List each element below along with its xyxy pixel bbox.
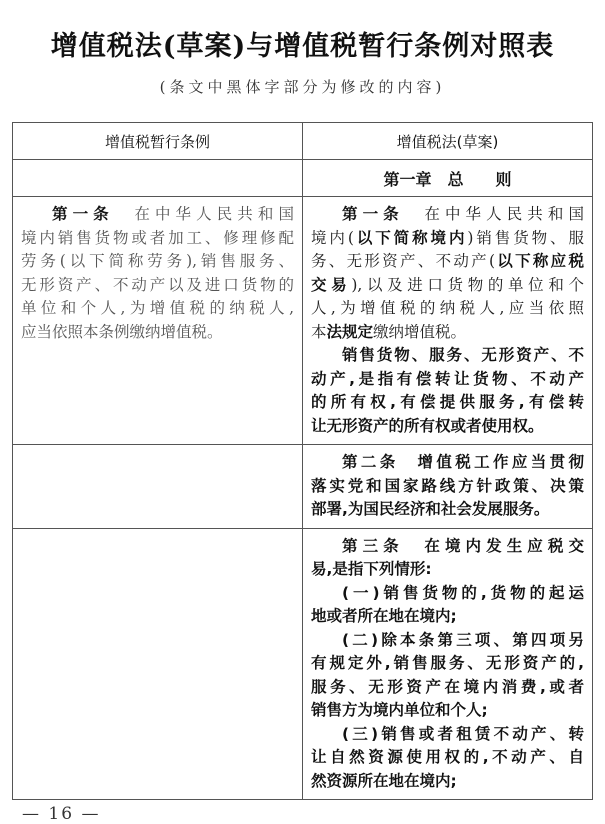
text-line [311, 770, 584, 794]
text: 单位和个人,为增值税的纳税人, [21, 299, 294, 317]
text-line [311, 297, 584, 321]
text-line [311, 535, 584, 559]
bold-text: 销售方为境内单位和个人; [311, 701, 488, 719]
row-3-left [13, 528, 303, 800]
bold-text: 第二条 增值税工作应当贯彻 [342, 453, 584, 471]
text-line [21, 250, 294, 274]
document-subtitle: (条文中黑体字部分为修改的内容) [159, 78, 446, 96]
text: )销售货物、服 [467, 228, 584, 247]
text-line [311, 558, 584, 582]
text-line [311, 699, 584, 723]
text-line [311, 652, 584, 676]
text: 在中华人民共和国 [113, 205, 294, 223]
text-line [311, 582, 584, 606]
text-line [311, 451, 584, 475]
text: 缴纳增值税。 [373, 322, 467, 341]
text-line [311, 321, 584, 345]
text-line [311, 203, 584, 227]
text-line [311, 498, 584, 522]
text-line [311, 605, 584, 629]
chapter-row [13, 160, 593, 197]
text: 人,为增值税的纳税人,应当依照 [311, 299, 584, 317]
bold-text: 服务、无形资产在境内消费,或者 [311, 677, 584, 696]
comparison-table [12, 122, 593, 800]
text-line [21, 297, 294, 321]
text-line [311, 723, 584, 747]
text: 在中华人民共和国 [403, 205, 584, 223]
text: ),以及进口货物的单位和个 [351, 275, 584, 294]
bold-text: (一)销售货物的,货物的起运 [342, 583, 584, 602]
text: 务、无形资产、不动产( [311, 252, 495, 270]
row-1-left [13, 197, 303, 445]
bold-text: 法规定 [326, 322, 374, 341]
text-line [311, 629, 584, 653]
text-line [21, 203, 294, 227]
bold-text: 以下称应税 [495, 252, 584, 270]
text-line [21, 274, 294, 298]
table-header-row [13, 123, 593, 160]
document-title: 增值税法(草案)与增值税暂行条例对照表 [50, 31, 555, 62]
text-line [311, 415, 584, 439]
header-draft-law: 增值税法(草案) [303, 123, 593, 160]
text-line [311, 227, 584, 251]
text-line [311, 344, 584, 368]
header-old-regulation: 增值税暂行条例 [13, 123, 303, 160]
text: 应当依照本条例缴纳增值税。 [21, 322, 223, 341]
chapter-title: 第一章 总 则 [303, 160, 593, 197]
bold-text: 以下简称境内 [353, 228, 468, 247]
text: 本 [311, 322, 327, 341]
bold-text: 有规定外,销售服务、无形资产的, [311, 654, 584, 672]
text-line [311, 250, 584, 274]
bold-text: 让无形资产的所有权或者使用权。 [311, 416, 544, 435]
text-line [311, 676, 584, 700]
table-row [13, 445, 593, 529]
bold-text: 第一条 [52, 205, 114, 223]
bold-text: 第一条 [342, 205, 404, 223]
text-line [311, 274, 584, 298]
bold-text: (三)销售或者租赁不动产、转 [342, 724, 584, 743]
bold-text: 第三条 在境内发生应税交 [342, 536, 584, 555]
table-row [13, 528, 593, 800]
bold-text: 部署,为国民经济和社会发展服务。 [311, 500, 550, 518]
text: 境内( [311, 228, 354, 247]
row-3-right [303, 528, 593, 800]
bold-text: 的所有权,有偿提供服务,有偿转 [311, 393, 584, 411]
bold-text: 地或者所在地在境内; [311, 607, 457, 625]
text: 境内销售货物或者加工、修理修配 [21, 228, 294, 247]
text: 无形资产、不动产以及进口货物的 [21, 275, 294, 294]
text-line [21, 321, 294, 345]
text-line [21, 227, 294, 251]
bold-text: (二)除本条第三项、第四项另 [342, 630, 584, 649]
text-line [311, 475, 584, 499]
bold-text: 销售货物、服务、无形资产、不 [342, 346, 584, 364]
page-number: — 16 — [22, 804, 101, 824]
text-line [311, 746, 584, 770]
text-line [311, 391, 584, 415]
row-2-right [303, 445, 593, 529]
bold-text: 交易 [311, 275, 352, 294]
text: 劳务(以下简称劳务),销售服务、 [21, 252, 294, 270]
row-1-right [303, 197, 593, 445]
bold-text: 易,是指下列情形: [311, 560, 432, 578]
bold-text: 落实党和国家路线方针政策、决策 [311, 476, 584, 495]
bold-text: 动产,是指有偿转让货物、不动产 [311, 369, 584, 388]
row-2-left [13, 445, 303, 529]
chapter-left-empty [13, 160, 303, 197]
bold-text: 让自然资源使用权的,不动产、自 [311, 748, 584, 766]
table-row [13, 197, 593, 445]
text-line [311, 368, 584, 392]
bold-text: 然资源所在地在境内; [311, 771, 457, 790]
